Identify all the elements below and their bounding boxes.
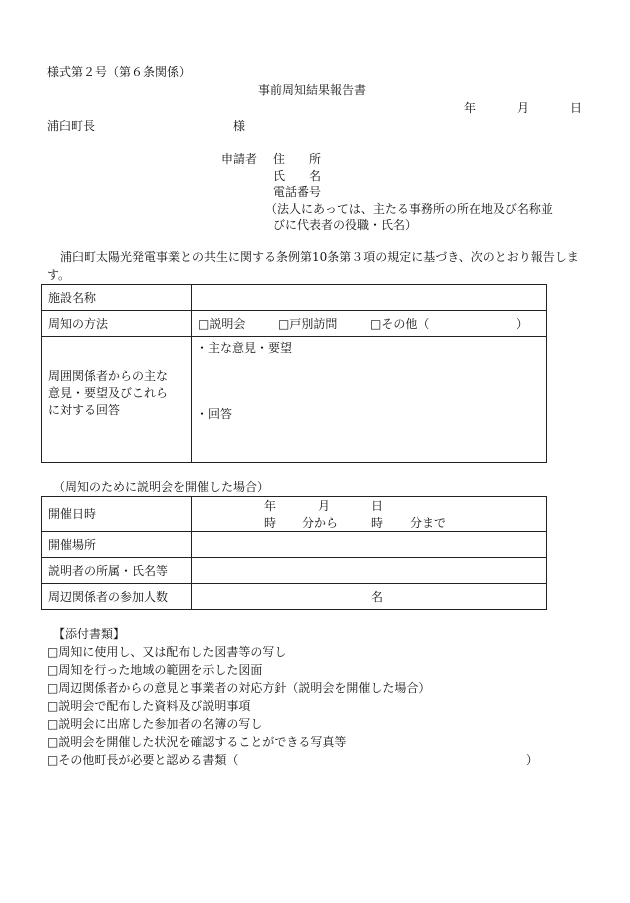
method-options <box>192 311 547 337</box>
participants-row <box>42 584 547 610</box>
applicant-address-label: 住 所 <box>273 152 322 166</box>
facility-label: 施設名称 <box>42 285 192 311</box>
opinion-item: ・主な意見・要望 <box>196 341 293 355</box>
dt-year: 年 <box>264 499 277 513</box>
opinion-label-line2: 意見・要望及びこれら <box>48 386 169 400</box>
method-row <box>42 311 547 337</box>
facility-name-field[interactable] <box>192 285 547 311</box>
attachment-item[interactable]: □周辺関係者からの意見と事業者の対応方針（説明会を開催した場合） <box>47 681 431 695</box>
briefing-table <box>41 496 547 610</box>
attachments-heading: 【添付書類】 <box>53 627 126 641</box>
presenter-row <box>42 558 547 584</box>
form-number: 様式第２号（第６条関係） <box>47 65 192 79</box>
date-month-label: 月 <box>517 101 530 115</box>
method-option-door-to-door[interactable]: □戸別訪問 <box>278 316 338 331</box>
attachment-item[interactable]: □周知に使用し、又は配布した図書等の写し <box>47 645 287 659</box>
attachment-item[interactable]: □説明会に出席した参加者の名簿の写し <box>47 717 263 731</box>
presenter-field[interactable] <box>192 558 547 584</box>
attachment-item[interactable]: □周知を行った地域の範囲を示した図面 <box>47 663 263 677</box>
method-label: 周知の方法 <box>42 311 192 337</box>
answer-item: ・回答 <box>196 407 233 421</box>
opinion-label-line3: に対する回答 <box>48 403 121 417</box>
participants-field[interactable] <box>192 584 547 610</box>
date-year-label: 年 <box>464 101 477 115</box>
dt-day: 日 <box>371 499 384 513</box>
dt-hour-start: 時 <box>264 516 277 530</box>
dt-until: 分まで <box>410 516 447 530</box>
dt-month: 月 <box>318 499 331 513</box>
venue-row <box>42 532 547 558</box>
addressee-name: 浦臼町長 <box>47 119 96 133</box>
attachment-item[interactable]: □説明会を開催した状況を確認することができる写真等 <box>47 735 347 749</box>
dt-hour-end: 時 <box>371 516 384 530</box>
briefing-section-heading: （周知のために説明会を開催した場合） <box>53 480 270 494</box>
dt-from: 分から <box>302 516 339 530</box>
applicant-note-line2: びに代表者の役職・氏名） <box>273 218 418 232</box>
presenter-label: 説明者の所属・氏名等 <box>42 558 192 584</box>
intro-paragraph: 浦臼町太陽光発電事業との共生に関する条例第10条第３項の規定に基づき、次のとおり報告します。 <box>47 250 579 282</box>
date-day-label: 日 <box>570 101 583 115</box>
datetime-label: 開催日時 <box>42 497 192 532</box>
datetime-row <box>42 497 547 532</box>
participants-label: 周辺関係者の参加人数 <box>42 584 192 610</box>
method-option-other[interactable]: □その他（ <box>370 316 430 331</box>
document-title: 事前周知結果報告書 <box>258 83 367 97</box>
venue-field[interactable] <box>192 532 547 558</box>
opinion-label-line1: 周囲関係者からの主な <box>48 369 169 383</box>
venue-label: 開催場所 <box>42 532 192 558</box>
opinion-row <box>42 337 547 463</box>
applicant-label: 申請者 <box>221 152 258 166</box>
applicant-note-line1: （法人にあっては、主たる事務所の所在地及び名称並 <box>265 202 553 216</box>
attachment-item[interactable]: □説明会で配布した資料及び説明事項 <box>47 699 251 713</box>
opinion-label <box>42 337 192 463</box>
applicant-name-label: 氏 名 <box>273 169 322 183</box>
datetime-field[interactable] <box>192 497 547 532</box>
addressee-honorific: 様 <box>233 119 246 133</box>
report-table <box>41 284 547 463</box>
attachment-other-close: ） <box>526 753 539 767</box>
attachment-item[interactable]: □その他町長が必要と認める書類（ <box>47 753 239 767</box>
facility-row <box>42 285 547 311</box>
participants-unit: 名 <box>371 590 384 604</box>
method-option-briefing[interactable]: □説明会 <box>198 316 246 331</box>
method-other-close: ） <box>516 316 529 331</box>
applicant-phone-label: 電話番号 <box>273 185 322 199</box>
opinion-content[interactable] <box>192 337 547 463</box>
